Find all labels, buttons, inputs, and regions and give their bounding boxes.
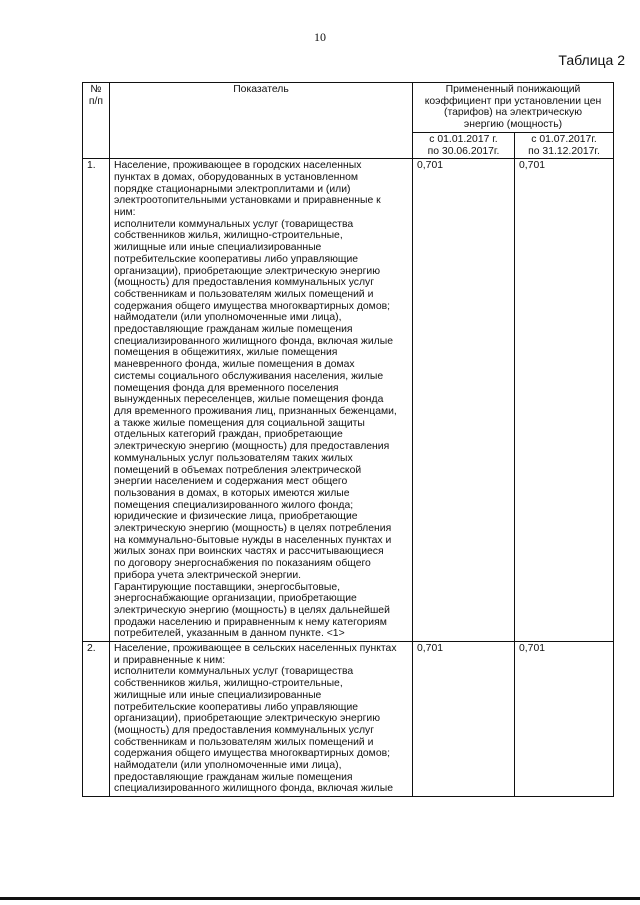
indicator-text-line: Гарантирующие поставщики, энергосбытовые,	[114, 581, 340, 593]
indicator-text-line: и приравненные к ним:	[114, 654, 226, 666]
row-value-period2: 0,701	[515, 159, 614, 642]
header-indicator-cell	[110, 83, 413, 159]
indicator-text-line: наймодатели (или уполномоченные ими лица),	[114, 312, 342, 324]
indicator-text-line: ним:	[114, 207, 136, 219]
header-coefficient-line: (тарифов) на электрическую	[443, 107, 583, 119]
header-period1-cell	[413, 132, 515, 158]
indicator-text-line: помещения специализированного жилого фонда;	[114, 499, 354, 511]
row-indicator-text	[110, 642, 413, 797]
header-coefficient-line: Примененный понижающий	[445, 84, 581, 95]
page-bottom-edge	[0, 897, 640, 900]
indicator-text-line: помещений в объемах потребления электрической	[114, 464, 362, 476]
indicator-text-line: собственникам и пользователям жилых помещений и	[114, 736, 374, 748]
indicator-text-line: предоставляющие гражданам жилые помещения	[114, 771, 353, 783]
row-number: 1.	[83, 159, 110, 642]
header-period2-line: по 31.12.2017г.	[528, 145, 600, 157]
header-number-line: п/п	[88, 95, 104, 107]
indicator-text-line: электрическую энергию (мощность) в целях потребления	[114, 523, 392, 535]
table-row	[83, 159, 614, 642]
indicator-text-line: (мощность) для предоставления коммунальных услуг	[114, 724, 375, 736]
indicator-text-line: (мощность) для предоставления коммунальных услуг	[114, 277, 375, 289]
header-period2-cell	[515, 132, 614, 158]
indicator-text-line: организации), приобретающие электрическую энергию	[114, 713, 380, 725]
indicator-text-line: собственникам и пользователям жилых помещений и	[114, 288, 374, 300]
indicator-text-line: собственников жилья, жилищно-строительные,	[114, 230, 343, 242]
row-value-period2: 0,701	[515, 642, 614, 797]
indicator-text-line: отдельных категорий граждан, приобретающие	[114, 429, 343, 441]
indicator-text-line: жилых зонах при воинских частях и рассчитывающиеся	[114, 546, 384, 558]
indicator-text-line: на коммунально-бытовые нужды в населенных пунктах и	[114, 534, 392, 546]
indicator-text-line: потребителей, указанным в данном пункте. <1>	[114, 628, 345, 640]
indicator-text-line: Население, проживающее в сельских населенных пунктах	[114, 643, 397, 655]
row-value-period1: 0,701	[413, 642, 515, 797]
indicator-text-line: жилищные или иные специализированные	[114, 689, 322, 701]
indicator-text-line: организации), приобретающие электрическую энергию	[114, 265, 380, 277]
indicator-text-line: специализированного жилищного фонда, включая жилые	[114, 335, 393, 347]
header-period1-line: по 30.06.2017г.	[427, 145, 500, 157]
indicator-text-line: помещения в общежитиях, жилые помещения	[114, 347, 338, 359]
indicator-text-line: содержания общего имущества многоквартирных домов;	[114, 300, 391, 312]
indicator-text-line: продажи населению и приравненным к нему категориям	[114, 616, 387, 628]
tariff-table	[82, 82, 614, 797]
header-coefficient-line: коэффициент при установлении цен	[424, 95, 602, 107]
indicator-text-line: электрическую энергию (мощность) в целях дальнейшей	[114, 604, 390, 616]
indicator-text-line: системы социального обслуживания населения, жилые	[114, 370, 384, 382]
indicator-text-line: пунктах в домах, оборудованных в установленном	[114, 171, 359, 183]
indicator-text-line: маневренного фонда, жилые помещения в домах	[114, 359, 355, 371]
table-row	[83, 642, 614, 797]
header-period2-line: с 01.07.2017г.	[531, 133, 597, 145]
indicator-text-line: содержания общего имущества многоквартирных домов;	[114, 748, 391, 760]
indicator-text-line: энергоснабжающие организации, приобретающие	[114, 593, 357, 605]
header-period1-line: с 01.01.2017 г.	[429, 133, 498, 145]
header-coefficient-cell	[413, 83, 614, 133]
indicator-text-line: потребительские кооперативы либо управляющие	[114, 701, 359, 713]
indicator-text-line: юридические и физические лица, приобретающие	[114, 511, 358, 523]
page-number: 10	[314, 30, 326, 44]
indicator-text-line: а также жилые помещения для социальной защиты	[114, 417, 365, 429]
header-indicator: Показатель	[233, 84, 289, 95]
header-number-line: №	[90, 84, 102, 95]
indicator-text-line: предоставляющие гражданам жилые помещения	[114, 324, 353, 336]
table-header-row	[83, 83, 614, 133]
indicator-text-line: собственников жилья, жилищно-строительные,	[114, 678, 343, 690]
indicator-text-line: по договору энергоснабжения по показаниям общего	[114, 558, 371, 570]
indicator-text-line: Население, проживающее в городских населенных	[114, 160, 362, 172]
indicator-text-line: жилищные или иные специализированные	[114, 242, 322, 254]
row-value-period1: 0,701	[413, 159, 515, 642]
indicator-text-line: порядке стационарными электроплитами и (или)	[114, 183, 351, 195]
indicator-text-line: исполнители коммунальных услуг (товарищества	[114, 666, 354, 678]
header-number-cell	[83, 83, 110, 159]
indicator-text-line: исполнители коммунальных услуг (товарищества	[114, 218, 354, 230]
indicator-text-line: вынужденных переселенцев, жилые помещения фонда	[114, 394, 384, 406]
row-indicator-text	[110, 159, 413, 642]
indicator-text-line: специализированного жилищного фонда, включая жилые	[114, 783, 393, 795]
indicator-text-line: пользования в домах, в которых имеются жилые	[114, 487, 350, 499]
indicator-text-line: энергии населением и содержания мест общего	[114, 476, 348, 488]
indicator-text-line: помещения фонда для временного поселения	[114, 382, 339, 394]
header-coefficient-line: энергию (мощность)	[463, 119, 563, 131]
indicator-text-line: наймодатели (или уполномоченные ими лица),	[114, 760, 342, 772]
row-number: 2.	[83, 642, 110, 797]
indicator-text-line: потребительские кооперативы либо управляющие	[114, 253, 359, 265]
table-caption: Таблица 2	[558, 52, 625, 68]
indicator-text-line: прибора учета электрической энергии.	[114, 569, 302, 581]
indicator-text-line: электрическую энергию (мощность) для предоставления	[114, 441, 390, 453]
indicator-text-line: электроотопительными установками и приравненные к	[114, 195, 381, 207]
indicator-text-line: для временного проживания лиц, признанных беженцами,	[114, 405, 397, 417]
indicator-text-line: коммунальных услуг пользователям таких жилых	[114, 452, 353, 464]
